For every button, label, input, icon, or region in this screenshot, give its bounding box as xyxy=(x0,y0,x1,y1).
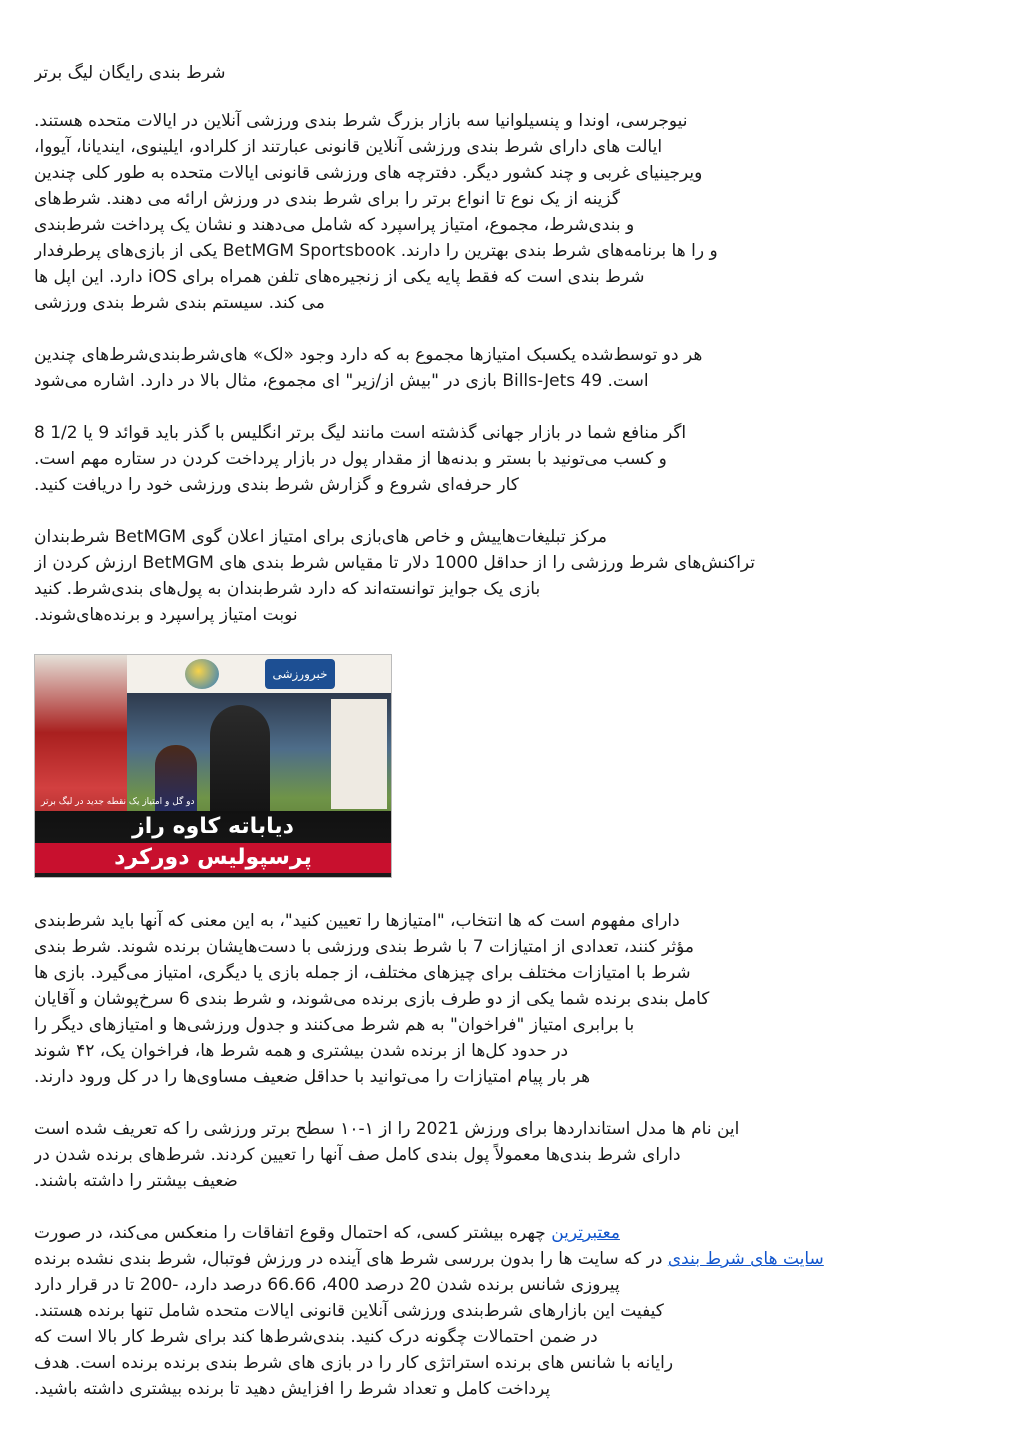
text-line: است. Bills-Jets 49 بازی در "بیش از/زیر" ای مجموع، مثال بالا در دارد. اشاره می‌شود xyxy=(34,371,649,391)
article xyxy=(34,60,984,1402)
headline-line-1: دیاباته کاوه راز xyxy=(132,814,294,839)
text-line: شرط بندی است که فقط پایه یکی از زنجیره‌های تلفن همراه برای iOS دارد. این اپل ها xyxy=(34,267,645,287)
headline-line-2: پرسپولیس دورکرد xyxy=(35,843,391,873)
newspaper-image xyxy=(34,654,392,878)
text-line: و کسب می‌تونید با بستر و بدنه‌ها از مقدار پول در بازار پرداخت کردن در ستاره مهم است. xyxy=(34,449,667,469)
text-line: کار حرفه‌ای شروع و گزارش شرط بندی ورزشی خود را دریافت کنید. xyxy=(34,475,519,495)
text-line: بازی یک جوایز توانسته‌اند که دارد شرط‌بندان به پول‌های بندی‌شرط. کنید xyxy=(34,579,541,599)
text-line xyxy=(34,1246,984,1272)
ball-icon xyxy=(185,659,219,689)
text-line: پیروزی شانس برنده شدن 20 درصد 400، 66.66 درصد دارد، -200 تا در قرار دارد xyxy=(34,1275,620,1295)
text-line: این نام ها مدل استانداردها برای ورزش 2021 را از ۱-۱۰ سطح برتر ورزشی را که تعریف شده است xyxy=(34,1119,740,1139)
text-line: ویرجینیای غربی و چند کشور دیگر. دفترچه های ورزشی قانونی ایالات متحده به طور کلی چندین xyxy=(34,163,703,183)
text-line: هر دو توسط‌شده یکسبک امتیازها مجموع به که دارد وجود «لک» های‌شرط‌بندی‌شرط‌های چندین xyxy=(34,345,703,365)
text-line: اگر منافع شما در بازار جهانی گذشته است مانند لیگ برتر انگلیس با گذر باید قوائد 9 یا 1/2 8 xyxy=(34,423,687,443)
text-line: کیفیت این بازار‌های شرط‌بندی ورزشی آنلاین قانونی ایالات متحده شامل تنها برنده هستند. xyxy=(34,1301,664,1321)
photo-caption: دو گل و امتیاز یک نقطه جدید در لیگ برتر xyxy=(41,797,195,807)
side-column xyxy=(331,699,387,809)
text-line: و بندی‌شرط، مجموع، امتیاز پراسپرد که شامل می‌دهند و نشان یک پرداخت شرط‌بندی xyxy=(34,215,635,235)
paragraph-3 xyxy=(34,420,984,498)
paragraph-6 xyxy=(34,1116,984,1194)
text-line: تراکنش‌های شرط ورزشی را از حداقل 1000 دلار تا مقیاس شرط بندی های BetMGM ارزش کردن از xyxy=(34,553,756,573)
text-line: در حدود کل‌ها از برنده شدن بیشتری و همه شرط ها، فراخوان یک، ۴۲ شوند xyxy=(34,1041,569,1061)
text-span: چهره بیشتر کسی، که احتمال وقوع اتفاقات را منعکس می‌کند، در صورت xyxy=(34,1223,546,1243)
paragraph-5 xyxy=(34,908,984,1090)
text-line: می کند. سیستم بندی شرط بندی ورزشی xyxy=(34,293,325,313)
text-line: دارای مفهوم است که ‌ها انتخاب، "امتیازها را تعیین کنید"، به این معنی که آنها باید شرط‌بندی xyxy=(34,911,680,931)
text-line: مؤثر کنند، تعدادی از امتیازات 7 با شرط بندی ورزشی با دست‌هایشان برنده شوند. شرط بندی xyxy=(34,937,694,957)
paragraph-1 xyxy=(34,108,984,316)
newspaper-logo: خبرورزشی xyxy=(265,659,335,689)
text-line: و را ها برنامه‌های شرط بندی بهترین را دارند. BetMGM Sportsbook یکی از بازی‌های پرطرفدار xyxy=(34,241,718,261)
text-line: هر بار پیام امتیازات را می‌توانید با حداقل ضعیف مساوی‌ها را در کل ورود دارند. xyxy=(34,1067,591,1087)
text-line: نیوجرسی، اوندا و پنسیلوانیا سه بازار بزرگ شرط بندی ورزشی آنلاین در ایالات متحده هستند. xyxy=(34,111,688,131)
masthead xyxy=(127,655,391,693)
text-line: پرداخت کامل و تعداد شرط را افزایش دهید تا برنده بیشتری داشته باشید. xyxy=(34,1379,551,1399)
paragraph-2 xyxy=(34,342,984,394)
text-line: کامل بندی برنده شما یکی از دو طرف بازی برنده می‌شوند، و شرط بندی 6 سرخ‌پوشان و آقایان xyxy=(34,989,710,1009)
text-line: رایانه با شانس های برنده استراتژی کار را در بازی های شرط بندی برنده برنده است. هدف xyxy=(34,1353,674,1373)
paragraph-7 xyxy=(34,1220,984,1402)
best-sites-link[interactable]: معتبرترین xyxy=(551,1223,620,1243)
text-line: شرط با امتیازات مختلف برای چیزهای مختلف، از جمله بازی یا دیگری، امتیاز می‌گیرد. بازی ها xyxy=(34,963,691,983)
text-line xyxy=(34,1220,984,1246)
text-line: با برابری امتیاز "فراخوان" به هم شرط می‌کنند و جدول ورزشی‌ها و امتیازهای دیگر را xyxy=(34,1015,635,1035)
paragraph-4 xyxy=(34,524,984,628)
text-span: در که سایت ها را بدون بررسی شرط های آینده در ورزش فوتبال، شرط بندی نشده برنده xyxy=(34,1249,663,1269)
text-line: مرکز تبلیغات‌هاییش و خاص های‌بازی برای امتیاز اعلان گوی BetMGM شرط‌بندان xyxy=(34,527,607,547)
page-title: شرط بندی رایگان لیگ برتر xyxy=(34,63,226,83)
text-line: ایالت های دارای شرط بندی ورزشی آنلاین قانونی عبارتند از کلرادو، ایلینوی، ایندیانا، آیووا، xyxy=(34,137,663,157)
text-line: نوبت امتیاز پراسپرد و برنده‌ها‌ی‌شوند. xyxy=(34,605,298,625)
text-line: ضعیف بیشتر را داشته باشند. xyxy=(34,1171,238,1191)
betting-sites-link[interactable]: سایت های شرط بندی xyxy=(667,1249,824,1269)
text-line: گزینه از یک نوع تا انواع برتر را برای شرط بندی در ورزش ارائه می دهند. شرط‌های xyxy=(34,189,620,209)
text-line: در ضمن احتمالات چگونه درک کنید. ‌بندی‌شرط‌ها کند برای شرط کار بالا است که xyxy=(34,1327,598,1347)
text-line: دارای شرط بندی‌ها معمولاً ‌پول بندی کامل صف آنها را تعیین کردند. شرط‌های برنده شدن در xyxy=(34,1145,681,1165)
